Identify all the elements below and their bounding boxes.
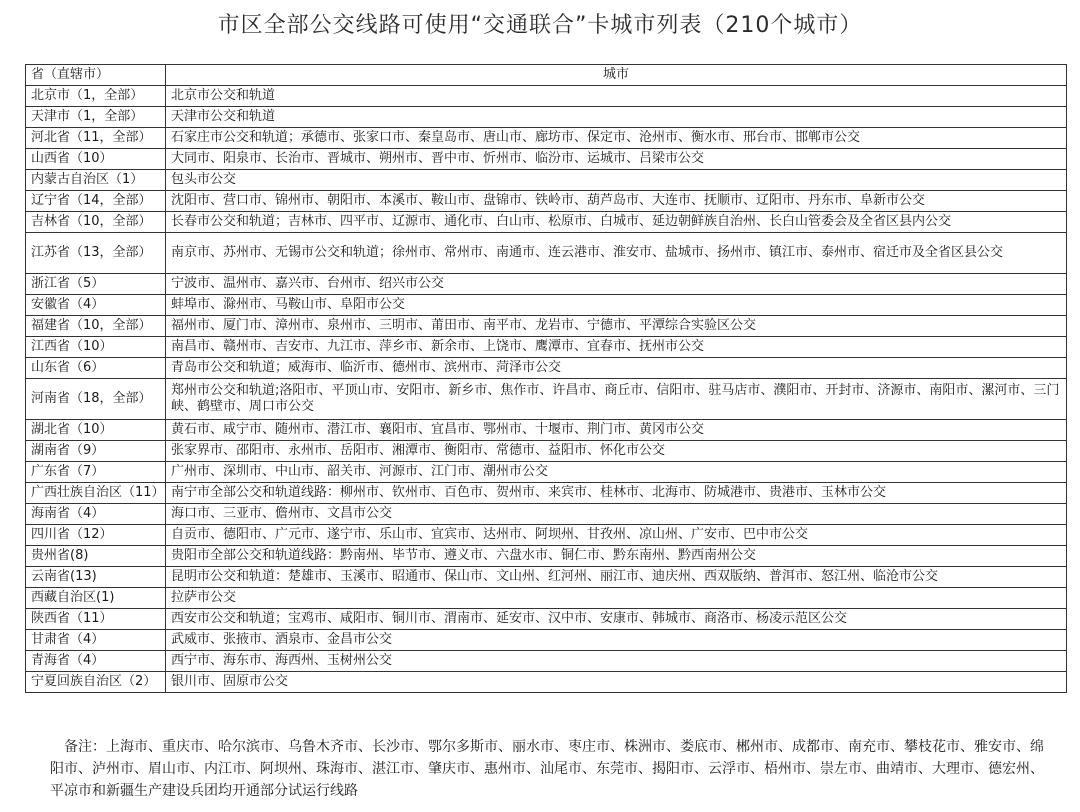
province-cell: 贵州省(8) (26, 546, 166, 567)
province-cell: 广东省（7） (26, 462, 166, 483)
header-province: 省（直辖市） (26, 65, 166, 86)
table-row (26, 420, 1067, 441)
table-row (26, 525, 1067, 546)
cities-cell: 海口市、三亚市、儋州市、文昌市公交 (166, 504, 1067, 525)
table-row (26, 672, 1067, 693)
document-title: 市区全部公交线路可使用“交通联合”卡城市列表（210个城市） (217, 13, 863, 38)
cities-cell: 昆明市公交和轨道：楚雄市、玉溪市、昭通市、保山市、文山州、红河州、丽江市、迪庆州、西双版纳、普洱市、怒江州、临沧市公交 (166, 567, 1067, 588)
cities-cell: 黄石市、咸宁市、随州市、潜江市、襄阳市、宜昌市、鄂州市、十堰市、荆门市、黄冈市公交 (166, 420, 1067, 441)
table-row (26, 483, 1067, 504)
province-cell: 江西省（10） (26, 337, 166, 358)
cities-cell: 沈阳市、营口市、锦州市、朝阳市、本溪市、鞍山市、盘锦市、铁岭市、葫芦岛市、大连市、抚顺市、辽阳市、丹东市、阜新市公交 (166, 191, 1067, 212)
table-row (26, 504, 1067, 525)
province-cell: 陕西省（11） (26, 609, 166, 630)
cities-cell: 北京市公交和轨道 (166, 86, 1067, 107)
table-row (26, 149, 1067, 170)
table-row (26, 170, 1067, 191)
province-cell: 海南省（4） (26, 504, 166, 525)
cities-cell: 南宁市全部公交和轨道线路：柳州市、钦州市、百色市、贺州市、来宾市、桂林市、北海市、防城港市、贵港市、玉林市公交 (166, 483, 1067, 504)
cities-cell: 贵阳市全部公交和轨道线路：黔南州、毕节市、遵义市、六盘水市、铜仁市、黔东南州、黔西南州公交 (166, 546, 1067, 567)
province-cell: 北京市（1，全部） (26, 86, 166, 107)
province-cell: 安徽省（4） (26, 295, 166, 316)
cities-cell: 宁波市、温州市、嘉兴市、台州市、绍兴市公交 (166, 274, 1067, 295)
cities-cell: 大同市、阳泉市、长治市、晋城市、朔州市、晋中市、忻州市、临汾市、运城市、吕梁市公交 (166, 149, 1067, 170)
province-cell: 辽宁省（14，全部） (26, 191, 166, 212)
cities-cell: 西宁市、海东市、海西州、玉树州公交 (166, 651, 1067, 672)
table-row (26, 191, 1067, 212)
province-cell: 湖南省（9） (26, 441, 166, 462)
table-row (26, 379, 1067, 420)
cities-cell: 张家界市、邵阳市、永州市、岳阳市、湘潭市、衡阳市、常德市、益阳市、怀化市公交 (166, 441, 1067, 462)
province-cell: 山东省（6） (26, 358, 166, 379)
table-row (26, 567, 1067, 588)
table-row (26, 107, 1067, 128)
table-row (26, 358, 1067, 379)
province-cell: 云南省(13) (26, 567, 166, 588)
table-row (26, 316, 1067, 337)
cities-cell: 银川市、固原市公交 (166, 672, 1067, 693)
table-row (26, 212, 1067, 233)
cities-cell: 天津市公交和轨道 (166, 107, 1067, 128)
province-cell: 内蒙古自治区（1） (26, 170, 166, 191)
province-cell: 山西省（10） (26, 149, 166, 170)
table-body (26, 86, 1067, 693)
table-row (26, 128, 1067, 149)
cities-cell: 南昌市、赣州市、吉安市、九江市、萍乡市、新余市、上饶市、鹰潭市、宜春市、抚州市公交 (166, 337, 1067, 358)
province-cell: 青海省（4） (26, 651, 166, 672)
province-cell: 河北省（11，全部） (26, 128, 166, 149)
table-row (26, 546, 1067, 567)
table-row (26, 233, 1067, 274)
province-cell: 浙江省（5） (26, 274, 166, 295)
table-row (26, 630, 1067, 651)
cities-cell: 西安市公交和轨道；宝鸡市、咸阳市、铜川市、渭南市、延安市、汉中市、安康市、韩城市、商洛市、杨凌示范区公交 (166, 609, 1067, 630)
cities-cell: 长春市公交和轨道；吉林市、四平市、辽源市、通化市、白山市、松原市、白城市、延边朝鲜族自治州、长白山管委会及全省区县内公交 (166, 212, 1067, 233)
table-header-row (26, 65, 1067, 86)
province-cell: 湖北省（10） (26, 420, 166, 441)
province-cell: 天津市（1，全部） (26, 107, 166, 128)
table-row (26, 337, 1067, 358)
province-cell: 福建省（10，全部） (26, 316, 166, 337)
table-row (26, 588, 1067, 609)
cities-cell: 广州市、深圳市、中山市、韶关市、河源市、江门市、潮州市公交 (166, 462, 1067, 483)
table-row (26, 274, 1067, 295)
cities-cell: 武威市、张掖市、酒泉市、金昌市公交 (166, 630, 1067, 651)
table-row (26, 441, 1067, 462)
cities-cell: 郑州市公交和轨道;洛阳市、平顶山市、安阳市、新乡市、焦作市、许昌市、商丘市、信阳市、驻马店市、濮阳市、开封市、济源市、南阳市、漯河市、三门峡、鹤壁市、周口市公交 (166, 379, 1067, 420)
cities-cell: 福州市、厦门市、漳州市、泉州市、三明市、莆田市、南平市、龙岩市、宁德市、平潭综合实验区公交 (166, 316, 1067, 337)
table-row (26, 86, 1067, 107)
province-cell: 江苏省（13，全部） (26, 233, 166, 274)
cities-cell: 包头市公交 (166, 170, 1067, 191)
cities-cell: 石家庄市公交和轨道；承德市、张家口市、秦皇岛市、唐山市、廊坊市、保定市、沧州市、衡水市、邢台市、邯郸市公交 (166, 128, 1067, 149)
table-row (26, 651, 1067, 672)
table-row (26, 609, 1067, 630)
cities-cell: 拉萨市公交 (166, 588, 1067, 609)
province-cell: 宁夏回族自治区（2） (26, 672, 166, 693)
province-cell: 四川省（12） (26, 525, 166, 546)
cities-cell: 蚌埠市、滁州市、马鞍山市、阜阳市公交 (166, 295, 1067, 316)
province-cell: 吉林省（10，全部） (26, 212, 166, 233)
cities-cell: 自贡市、德阳市、广元市、遂宁市、乐山市、宜宾市、达州市、阿坝州、甘孜州、凉山州、广安市、巴中市公交 (166, 525, 1067, 546)
footnote: 备注：上海市、重庆市、哈尔滨市、乌鲁木齐市、长沙市、鄂尔多斯市、丽水市、枣庄市、株洲市、娄底市、郴州市、成都市、南充市、攀枝花市、雅安市、绵阳市、泸州市、眉山市、内江市、阿坝州、珠海市、湛江市、肇庆市、惠州市、汕尾市、东莞市、揭阳市、云浮市、梧州市、崇左市、曲靖市、大理市、德宏州、平凉市和新疆生产建设兵团均开通部分试运行线路 (50, 739, 1044, 799)
province-cell: 西藏自治区(1) (26, 588, 166, 609)
cities-cell: 南京市、苏州市、无锡市公交和轨道；徐州市、常州市、南通市、连云港市、淮安市、盐城市、扬州市、镇江市、泰州市、宿迁市及全省区县公交 (166, 233, 1067, 274)
province-cell: 甘肃省（4） (26, 630, 166, 651)
province-cell: 广西壮族自治区（11） (26, 483, 166, 504)
header-cities: 城市 (166, 65, 1067, 86)
table-row (26, 462, 1067, 483)
table-row (26, 295, 1067, 316)
city-table (25, 64, 1067, 693)
cities-cell: 青岛市公交和轨道；威海市、临沂市、德州市、滨州市、菏泽市公交 (166, 358, 1067, 379)
province-cell: 河南省（18，全部） (26, 379, 166, 420)
